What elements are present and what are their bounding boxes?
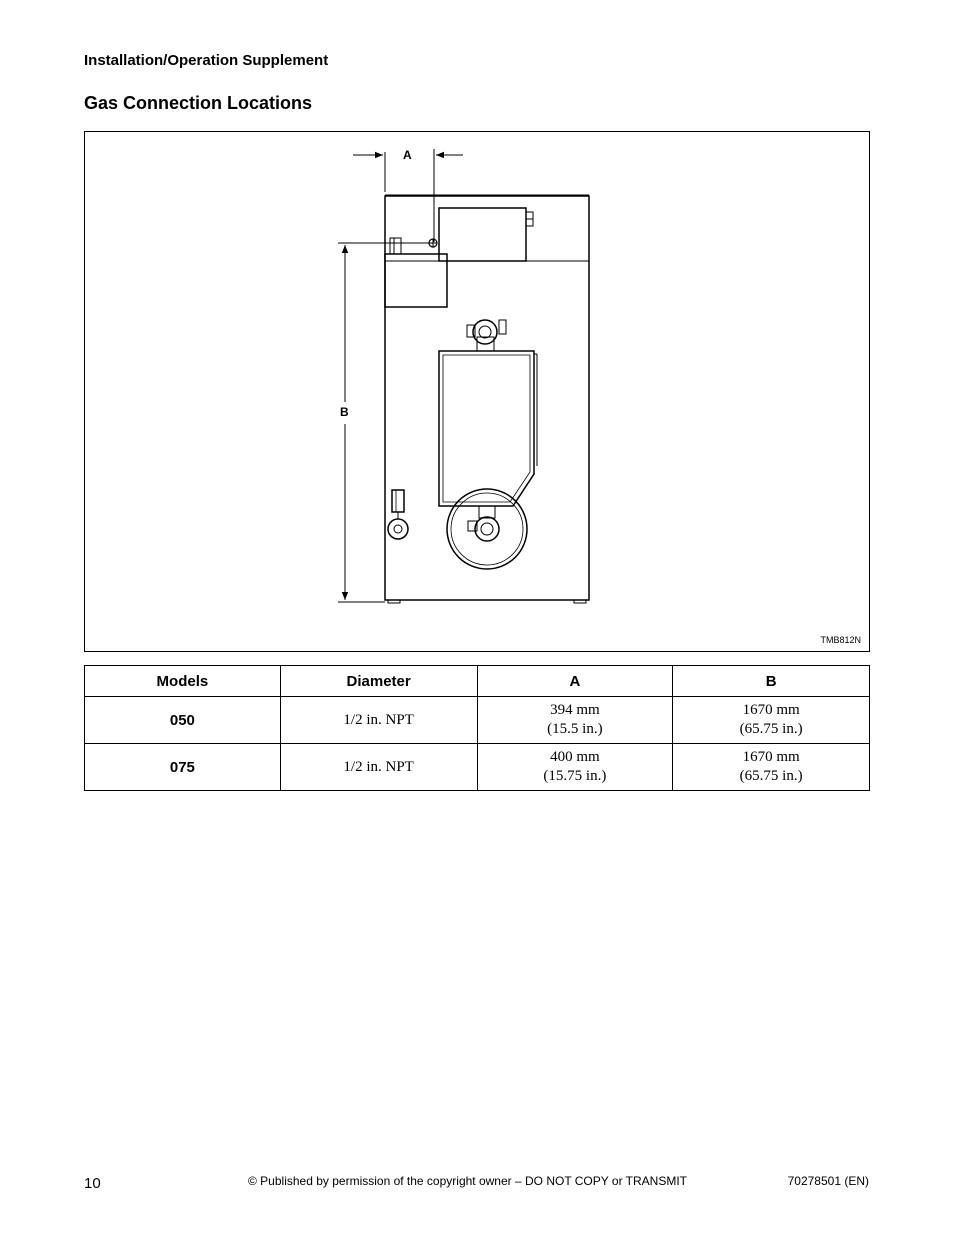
dimension-b-cell bbox=[673, 697, 870, 744]
page-title: Gas Connection Locations bbox=[84, 93, 313, 113]
model-cell: 050 bbox=[85, 697, 281, 744]
gas-connection-table bbox=[84, 665, 870, 791]
b-mm: 1670 mm bbox=[742, 749, 800, 765]
control-box bbox=[385, 238, 447, 307]
water-heater-drawing bbox=[85, 132, 869, 651]
table-row bbox=[85, 697, 870, 744]
tank-panel bbox=[439, 351, 537, 506]
header-diameter: Diameter bbox=[280, 666, 477, 697]
dimension-a-label: A bbox=[403, 148, 412, 162]
header-models: Models bbox=[85, 666, 281, 697]
a-in: (15.5 in.) bbox=[547, 721, 603, 737]
copyright-notice: © Published by permission of the copyright owner – DO NOT COPY or TRANSMIT bbox=[248, 1174, 688, 1188]
figure-code: TMB812N bbox=[820, 635, 861, 645]
gas-connection-diagram bbox=[84, 131, 870, 652]
b-in: (65.75 in.) bbox=[739, 721, 803, 737]
section-header: Installation/Operation Supplement bbox=[84, 52, 329, 69]
header-a: A bbox=[477, 666, 673, 697]
page-number: 10 bbox=[84, 1175, 101, 1192]
vent-assembly bbox=[439, 208, 533, 261]
dimension-b-label: B bbox=[340, 405, 349, 419]
dimension-a-cell bbox=[477, 744, 673, 791]
dimension-b-cell bbox=[673, 744, 870, 791]
a-mm: 400 mm bbox=[550, 749, 600, 765]
table-header-row bbox=[85, 666, 870, 697]
table-row bbox=[85, 744, 870, 791]
drain-valve bbox=[388, 490, 408, 539]
cabinet bbox=[385, 195, 589, 603]
upper-fitting bbox=[467, 320, 506, 351]
document-number: 70278501 (EN) bbox=[787, 1174, 869, 1188]
header-b: B bbox=[673, 666, 870, 697]
burner-assembly bbox=[447, 489, 527, 569]
dimension-a-cell bbox=[477, 697, 673, 744]
b-in: (65.75 in.) bbox=[739, 768, 803, 784]
model-cell: 075 bbox=[85, 744, 281, 791]
gas-connection-point bbox=[429, 239, 437, 247]
diameter-cell: 1/2 in. NPT bbox=[280, 744, 477, 791]
dimension-b bbox=[338, 243, 435, 602]
diameter-cell: 1/2 in. NPT bbox=[280, 697, 477, 744]
b-mm: 1670 mm bbox=[742, 702, 800, 718]
a-in: (15.75 in.) bbox=[543, 768, 607, 784]
a-mm: 394 mm bbox=[550, 702, 600, 718]
